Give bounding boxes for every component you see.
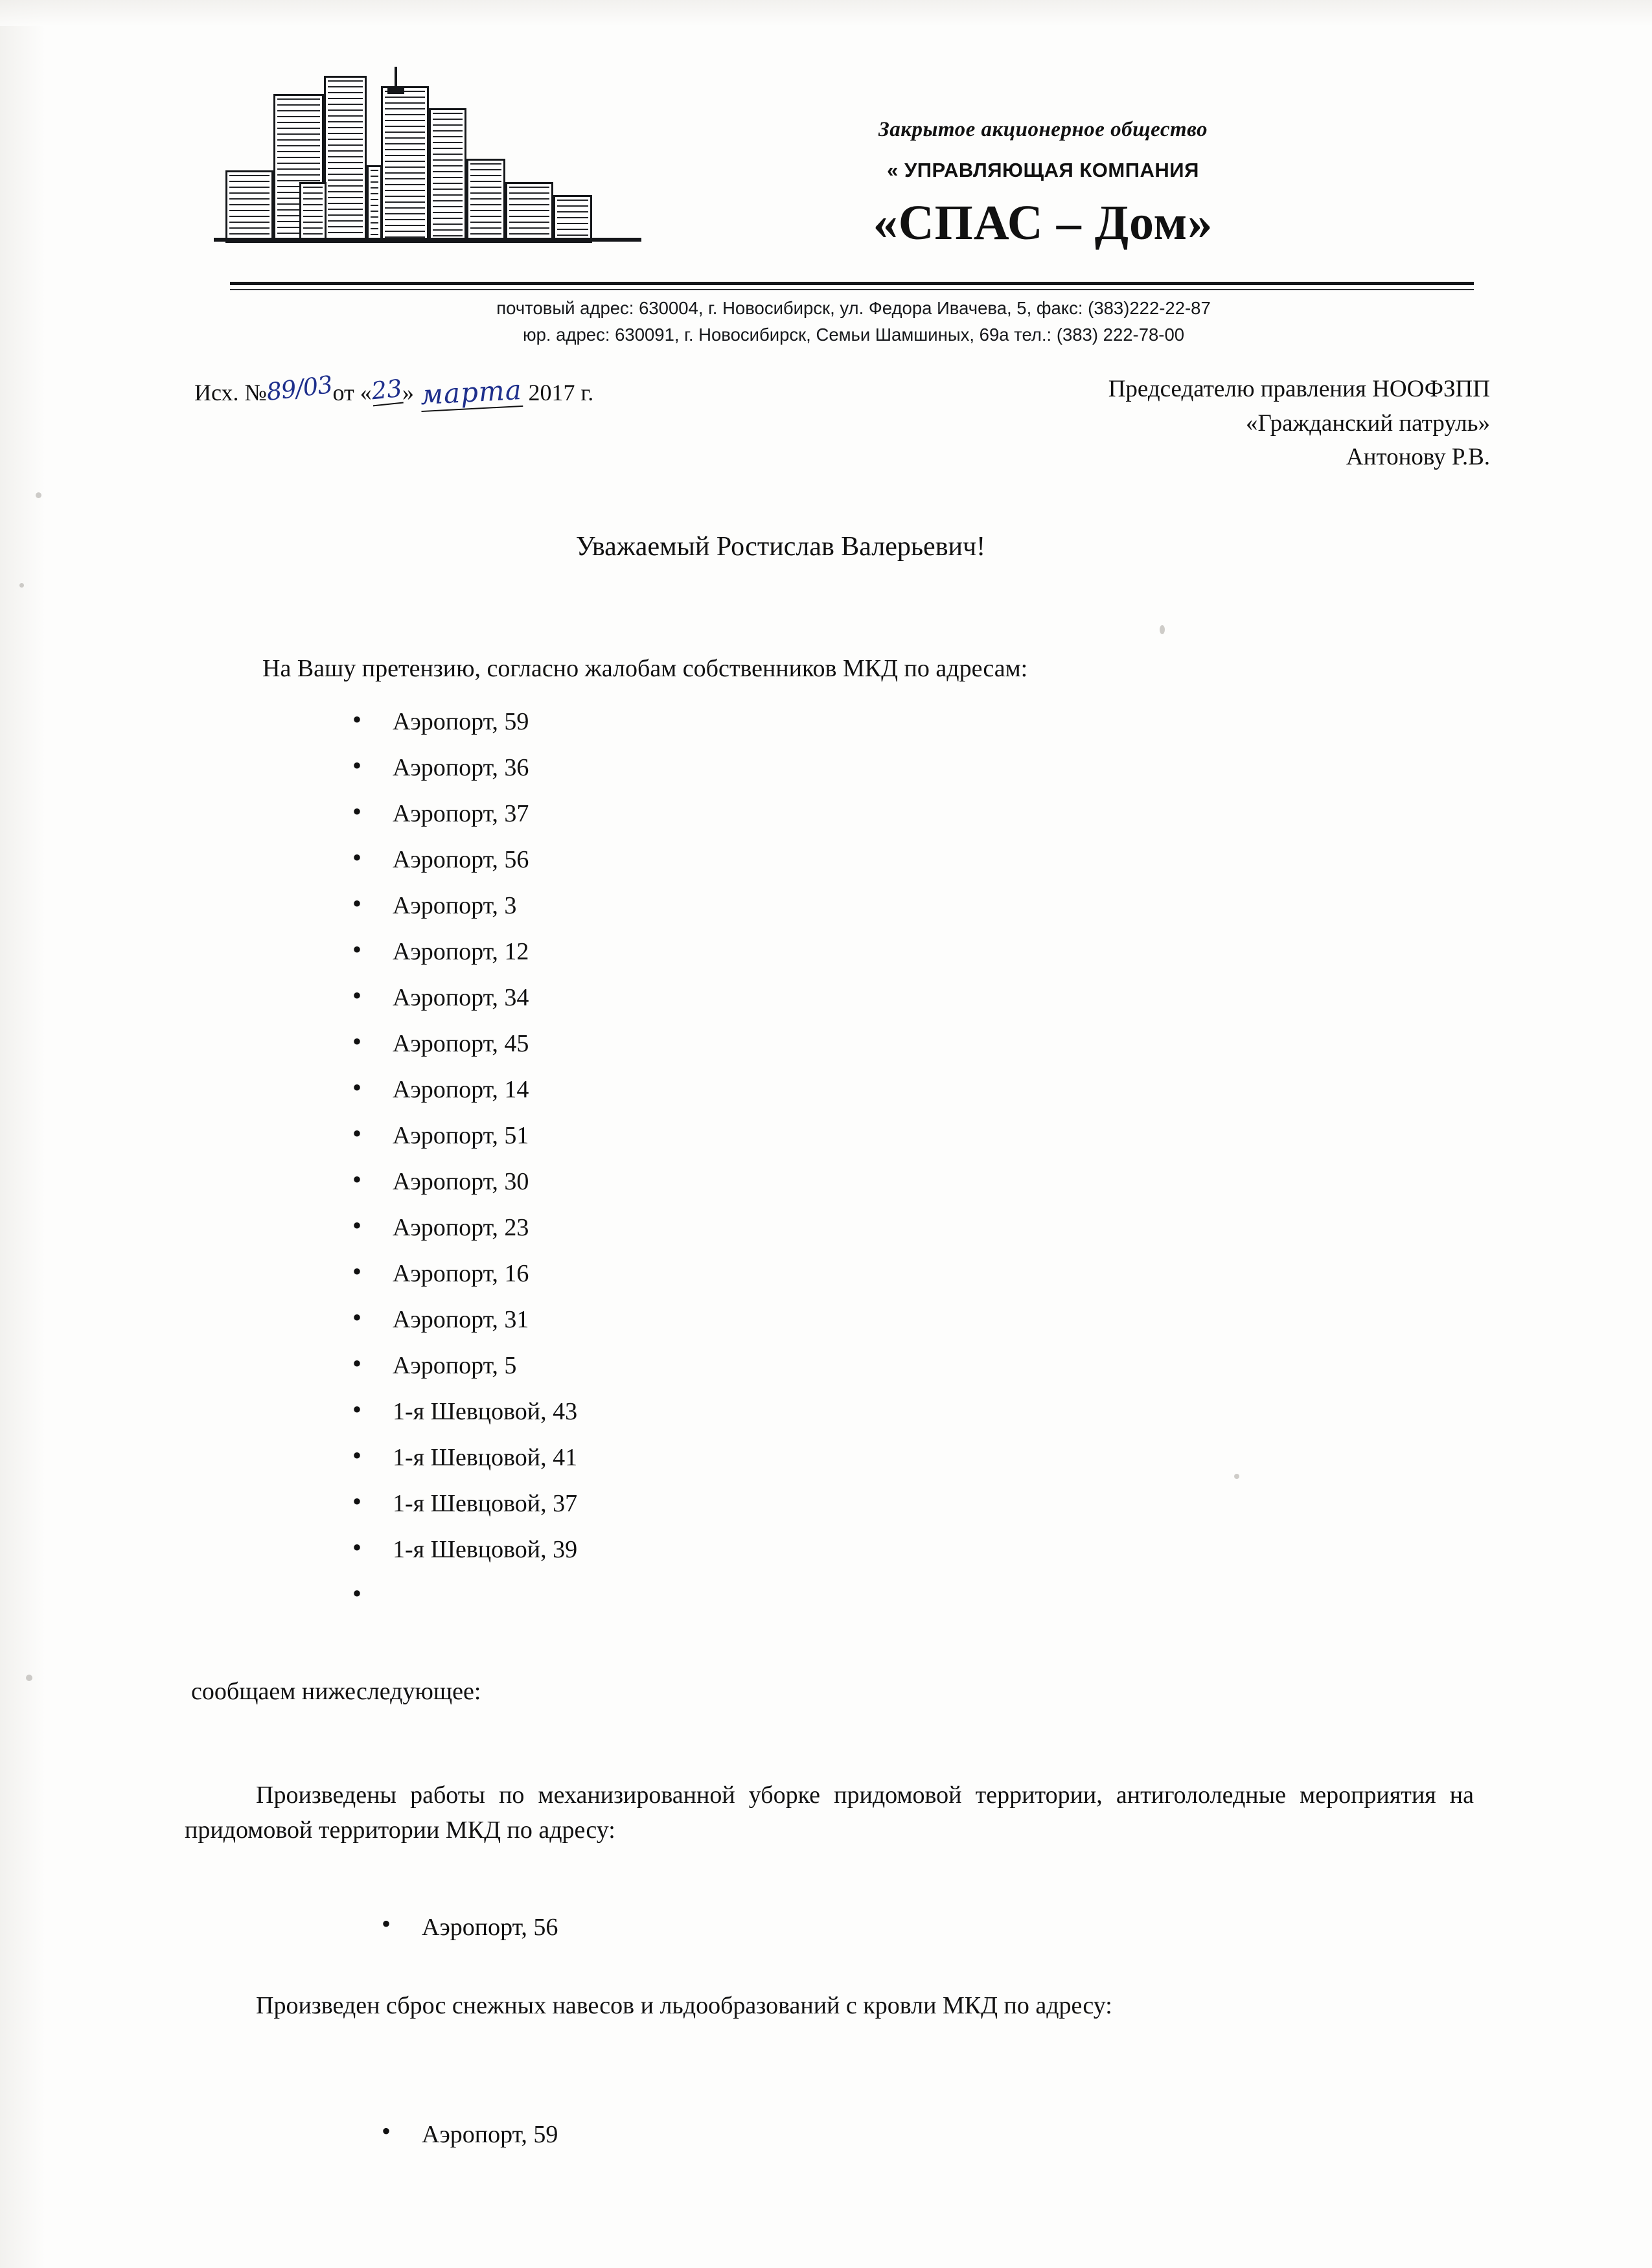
list-item: • Аэропорт, 36	[337, 755, 577, 801]
org-type: « УПРАВЛЯЮЩАЯ КОМПАНИЯ	[887, 159, 1199, 182]
scan-edge-top	[0, 0, 1652, 26]
list-item: • 1-я Шевцовой, 43	[337, 1399, 577, 1445]
outgoing-label: Исх. №	[194, 380, 267, 406]
list-item: • Аэропорт, 45	[337, 1031, 577, 1077]
works-paragraph-1: Произведены работы по механизированной уборке придомовой территории, антигололедные мероприятия на придомовой территории МКД по адресу:	[185, 1781, 1474, 1844]
header-divider-thick	[230, 282, 1474, 285]
addressee-block	[1108, 372, 1490, 475]
company-address	[230, 295, 1477, 349]
address-list	[337, 709, 577, 1629]
notify-paragraph: сообщаем нижеследующее:	[191, 1678, 481, 1705]
salutation: Уважаемый Ростислав Валерьевич!	[575, 532, 986, 562]
addressee-organization: «Гражданский патруль»	[1246, 409, 1490, 437]
list-item: • Аэропорт, 16	[337, 1261, 577, 1307]
list-item: • Аэропорт, 31	[337, 1307, 577, 1353]
scan-edge-left	[0, 0, 45, 2268]
list-item: • 1-я Шевцовой, 41	[337, 1445, 577, 1491]
quote-close: »	[402, 380, 414, 406]
scan-speck	[26, 1675, 32, 1681]
list-item: • Аэропорт, 3	[337, 893, 577, 939]
works-address-list-2	[366, 2122, 558, 2149]
list-item: • Аэропорт, 12	[337, 939, 577, 985]
list-item: • 1-я Шевцовой, 37	[337, 1491, 577, 1537]
intro-paragraph: На Вашу претензию, согласно жалобам собственников МКД по адресам:	[262, 655, 1028, 682]
list-item: • Аэропорт, 51	[337, 1123, 577, 1169]
list-item: • Аэропорт, 56	[366, 1914, 558, 1942]
letterhead	[214, 62, 1471, 256]
scan-speck	[36, 492, 41, 498]
date-year: 2017 г.	[528, 380, 594, 406]
organization-block	[641, 118, 1471, 256]
scan-speck	[1160, 625, 1165, 634]
list-item: • Аэропорт, 14	[337, 1077, 577, 1123]
list-item: • Аэропорт, 37	[337, 801, 577, 847]
outgoing-number-handwritten: 89/03	[264, 371, 334, 407]
header-divider-thin	[230, 289, 1474, 290]
from-label: от «	[332, 380, 372, 406]
list-item: • Аэропорт, 59	[366, 2122, 558, 2149]
legal-address-line: юр. адрес: 630091, г. Новосибирск, Семьи Шамшиных, 69а тел.: (383) 222-78-00	[522, 325, 1185, 345]
list-item: • Аэропорт, 23	[337, 1215, 577, 1261]
list-item: • 1-я Шевцовой, 39	[337, 1537, 577, 1583]
works-paragraph-2: Произведен сброс снежных навесов и льдообразований с кровли МКД по адресу:	[256, 1992, 1112, 2019]
scan-speck	[1234, 1474, 1239, 1479]
list-item	[337, 1583, 577, 1629]
postal-address-line: почтовый адрес: 630004, г. Новосибирск, ул. Федора Ивачева, 5, факс: (383)222-22-87	[496, 298, 1211, 318]
addressee-position: Председателю правления НООФЗПП	[1108, 376, 1490, 402]
date-day-handwritten: 23	[370, 374, 404, 406]
list-item: • Аэропорт, 5	[337, 1353, 577, 1399]
org-legal-form: Закрытое акционерное общество	[878, 118, 1208, 142]
outgoing-number-block	[194, 371, 594, 411]
document-meta-row	[194, 372, 1490, 475]
company-logo-icon	[214, 62, 641, 256]
list-item: • Аэропорт, 59	[337, 709, 577, 755]
org-name: «СПАС – Дом»	[873, 196, 1213, 251]
date-month-handwritten: марта	[419, 373, 523, 411]
works-address-list-1	[366, 1914, 558, 1942]
list-item: • Аэропорт, 34	[337, 985, 577, 1031]
list-item: • Аэропорт, 30	[337, 1169, 577, 1215]
scan-speck	[19, 583, 24, 588]
list-item: • Аэропорт, 56	[337, 847, 577, 893]
addressee-name: Антонову Р.В.	[1346, 444, 1490, 471]
